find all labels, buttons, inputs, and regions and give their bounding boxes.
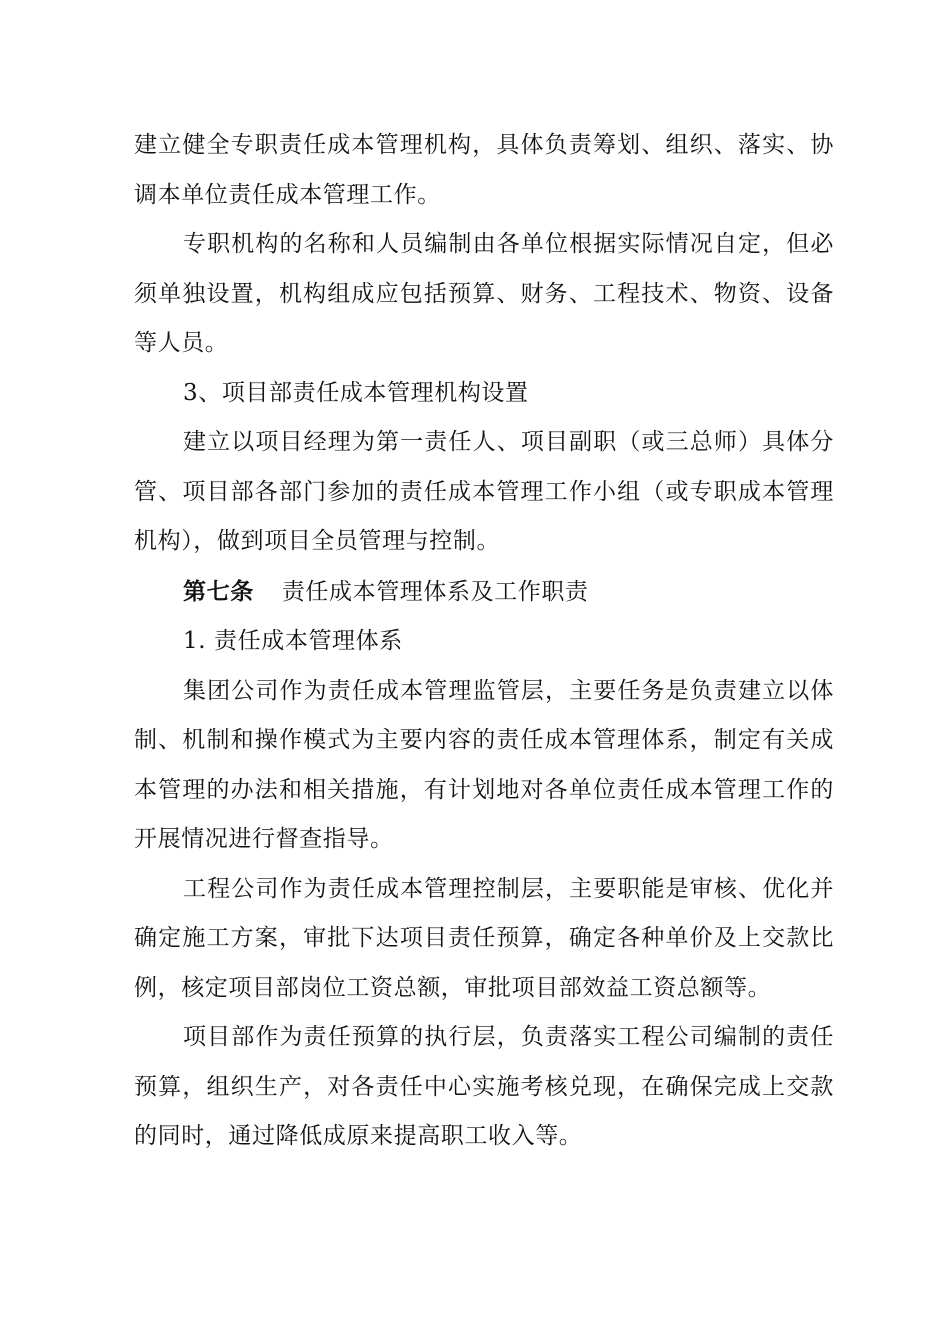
paragraph-project-org: 建立以项目经理为第一责任人、项目副职（或三总师）具体分管、项目部各部门参加的责任成本管理工作小组（或专职成本管理机构），做到项目全员管理与控制。	[134, 429, 834, 554]
article-heading	[134, 567, 834, 618]
section-heading-project-org: 3、项目部责任成本管理机构设置	[183, 379, 529, 406]
article-number: 第七条	[183, 577, 254, 605]
section-heading-system: 1. 责任成本管理体系	[183, 628, 403, 654]
paragraph-group-company: 集团公司作为责任成本管理监管层，主要任务是负责建立以体制、机制和操作模式为主要内容的责任成本管理体系，制定有关成本管理的办法和相关措施，有计划地对各单位责任成本管理工作的开展情况进行督查指导。	[134, 677, 834, 852]
paragraph-org-naming: 专职机构的名称和人员编制由各单位根据实际情况自定，但必须单独设置，机构组成应包括预算、财务、工程技术、物资、设备等人员。	[134, 231, 834, 356]
article-title-text: 责任成本管理体系及工作职责	[281, 578, 589, 605]
paragraph-engineering-company: 工程公司作为责任成本管理控制层，主要职能是审核、优化并确定施工方案，审批下达项目责任预算，确定各种单价及上交款比例，核定项目部岗位工资总额，审批项目部效益工资总额等。	[134, 875, 834, 1001]
paragraph-org-establishment: 建立健全专职责任成本管理机构，具体负责筹划、组织、落实、协调本单位责任成本管理工作。	[134, 132, 834, 208]
document-body	[134, 121, 834, 1162]
paragraph-project-department: 项目部作为责任预算的执行层，负责落实工程公司编制的责任预算，组织生产，对各责任中心实施考核兑现，在确保完成上交款的同时，通过降低成原来提高职工收入等。	[134, 1024, 834, 1149]
